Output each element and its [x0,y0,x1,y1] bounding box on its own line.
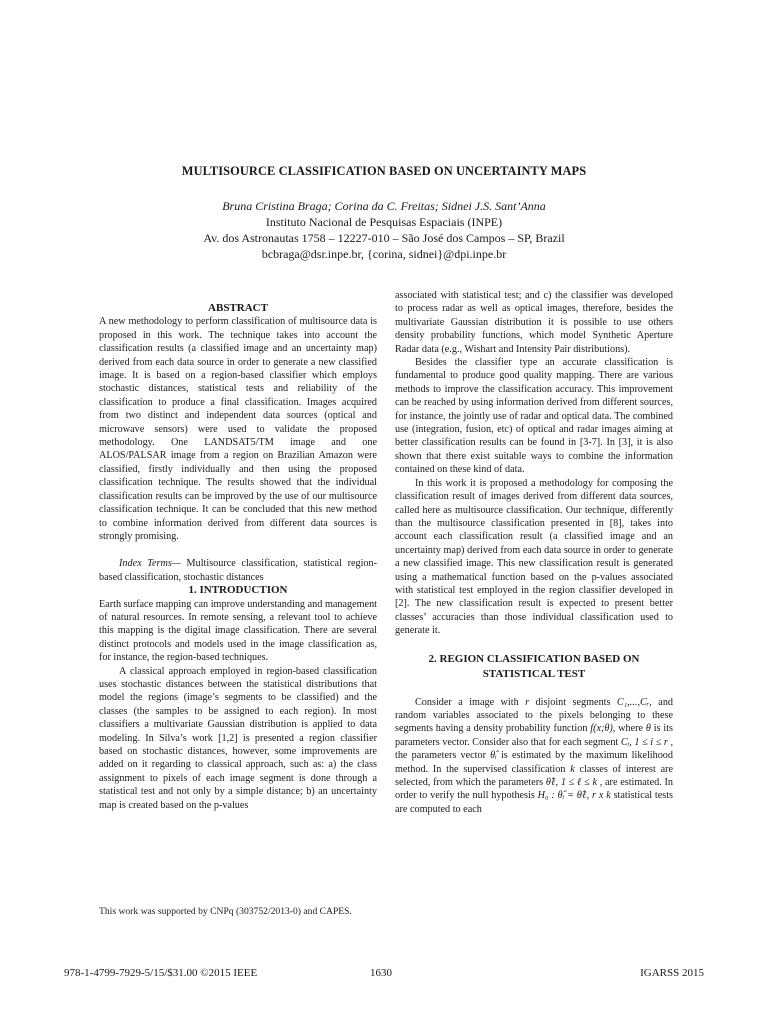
footer-conference: IGARSS 2015 [640,967,704,979]
intro-paragraph-3: associated with statistical test; and c) the classifier was developed to process radar as well as optical images, therefore, besides the multivariate Gaussian distribution it is possible to use others density probability functions, which model Synthetic Aperture Radar data (e.g., Wishart and Intensity Pair distributions). [395,290,673,355]
math-r: r [525,696,530,708]
paper-title: MULTISOURCE CLASSIFICATION BASED ON UNCERTAINTY MAPS [181,164,587,178]
author-block [90,198,678,262]
footer-page-number: 1630 [370,967,392,979]
abstract-text: A new methodology to perform classification of multisource data is proposed in this work. The technique takes into account the classification results (a classified image and an uncertainty map) derived from each data source in order to generate a new classified image. It is based on a region-based classifier which employs stochastic distances, statistical tests and reliability of the classification to produce a final classification. Images acquired from two distinct and independent data sources (optical and microwave sensors) were used to validate the proposed methodology. One LANDSAT5/TM image and one ALOS/PALSAR image from a region on Brazilian Amazon were classified, firstly individually and then using the proposed classification technique. The results showed that the individual classification results can be improved by the use of our multisource classification technique. It can be concluded that this new method to combine information derived from different data sources is strongly promising. [99,316,377,542]
index-terms-text: Multisource classification, statistical region-based classification, stochastic distances [99,558,377,583]
page-footer [64,967,704,983]
intro-paragraph-5: In this work it is proposed a methodology for composing the classification result of images derived from different data sources, called here as multisource classification. Our technique, differently than the multisource classification presented in [8], takes into account each classification result (a classified image and an uncertainty map) derived from each data source in order to generate a new classified image. This new classification result is generated using a mathematical function based on the p-values associated with statistical test employed in the region classifier developed in [2]. The new classification result is expected to present better classes’ accuracies than those individual classification used to generate it. [395,477,673,637]
intro-paragraph-2: A classical approach employed in region-based classification uses stochastic distances between the statistical distributions that model the regions (image’s segments to be classified) and the classes (the samples to be assigned to each region). In most classifiers a multivariate Gaussian distribution is applied to data modeling. In Silva’s work [1,2] is presented a region classifier based on stochastic distances, however, some improvements are added on it regarding to classical approach, such as: a) the class assignment to pixels of each image segment is done through a statistical test and not only by a simple distance; b) an uncertainty map is created based on the p-values [99,665,377,811]
section-2-heading [395,652,673,682]
address: Av. dos Astronautas 1758 – 12227-010 – São José dos Campos – SP, Brazil [203,231,565,245]
index-terms [99,557,377,584]
intro-paragraph-4: Besides the classifier type an accurate classification is fundamental to produce good quality mapping. There are various methods to improve the classification accuracy. This improvement can be reached by using information derived from different sources, for instance, the jointly use of radar and optical data. The combined use (integration, fusion, etc) of optical and radar images aiming at better classification results can be found in [3-7]. In [3], it is also shown that there exist suitable ways to combine the information contained on these kind of data. [395,357,673,476]
math-null-hypothesis: H₀ : θ̂ᵢ = θ̂ℓ, [537,790,590,802]
funding-footnote: This work was supported by CNPq (303752/2013-0) and CAPES. [99,906,352,917]
footer-isbn: 978-1-4799-7929-5/15/$31.00 ©2015 IEEE [64,967,258,979]
section-2-heading-line-2: STATISTICAL TEST [482,667,586,680]
math-theta-i: θ̂ᵢ [490,750,497,762]
affiliation: Instituto Nacional de Pesquisas Espaciais (INPE) [265,215,503,229]
abstract-heading: ABSTRACT [208,302,268,314]
intro-paragraph-1: Earth surface mapping can improve understanding and management of natural resources. In remote sensing, a relevant tool to achieve this mapping is the digital image classification. There are several distinct protocols and models used in the image classification as, for instance, the region-based techniques. [99,598,377,664]
math-segment-ci: Cᵢ, 1 ≤ i ≤ r , [620,736,673,748]
left-column [99,302,377,812]
index-terms-label: Index Terms— [119,558,181,570]
math-theta: θ [645,723,651,735]
math-rxk: r x k [592,790,611,802]
math-density: f(x;θ), [590,723,616,735]
right-column [395,289,673,816]
math-k: k [570,763,575,775]
math-l-range: 1 ≤ ℓ ≤ k , [560,777,603,788]
authors: Bruna Cristina Braga; Corina da C. Freitas; Sidnei J.S. Sant’Anna [222,199,546,213]
section-1-heading: 1. INTRODUCTION [188,584,288,597]
section-2-heading-line-1: 2. REGION CLASSIFICATION BASED ON [428,652,640,665]
section-2-paragraph-1: Consider a image with r disjoint segments C₁,...,Cᵣ, and random variables associated to the pixels belonging to these segments having a density probability function f(x;θ), where θ is its parameters vector. Consider also that for each segment Cᵢ, 1 ≤ i ≤ r , the parameters vector θ̂ᵢ is estimated by the maximum likelihood method. In the supervised classification k classes of interest are selected, from which the parameters θ̂ℓ, 1 ≤ ℓ ≤ k , are estimated. In order to verify the null hypothesis H₀ : θ̂ᵢ = θ̂ℓ, r x k statistical tests are computed to each [395,696,674,815]
math-theta-l: θ̂ℓ, [545,777,559,788]
math-segments: C₁,...,Cᵣ, [616,696,652,708]
emails: bcbraga@dsr.inpe.br, {corina, sidnei}@dpi.inpe.br [261,247,507,261]
